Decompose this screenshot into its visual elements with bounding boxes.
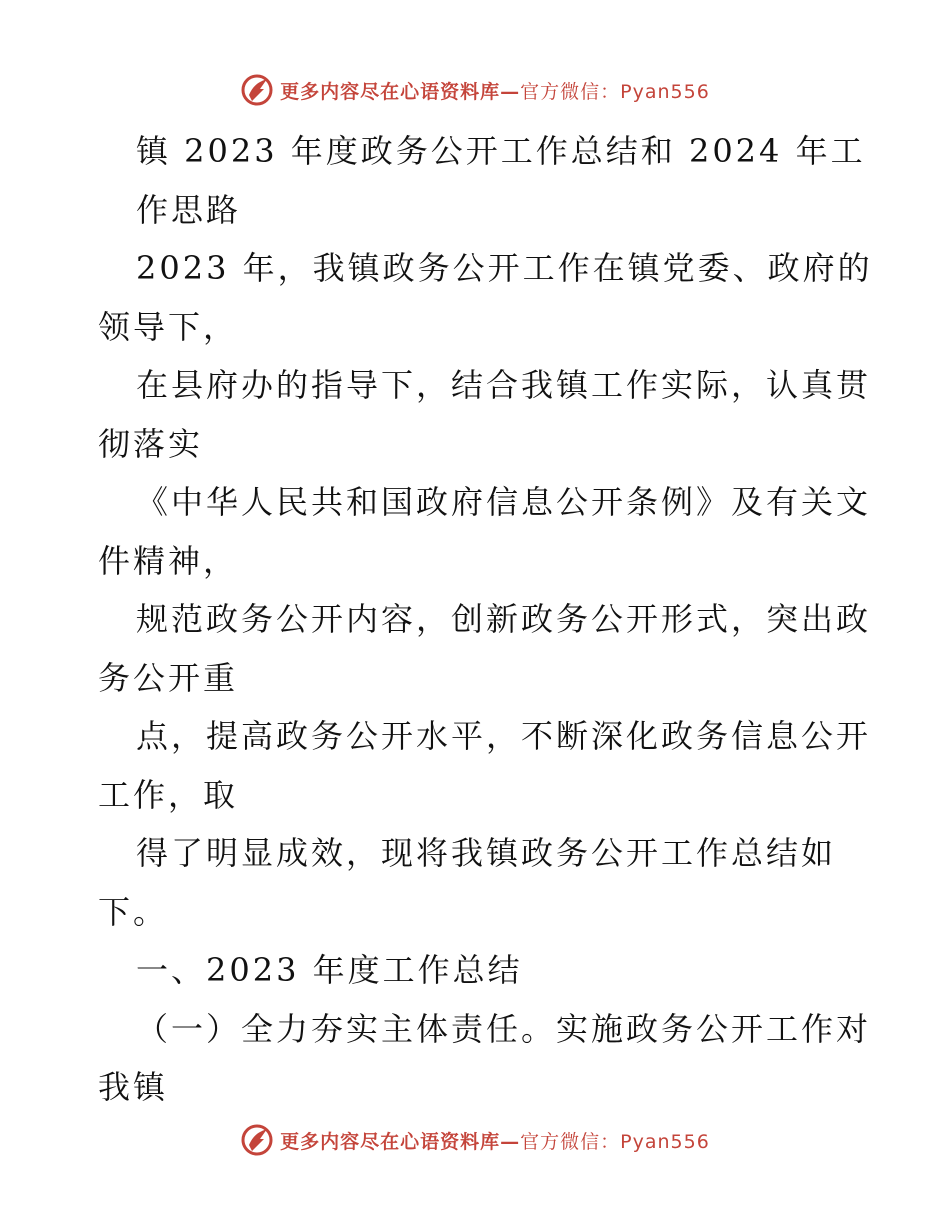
watermark-footer xyxy=(0,1120,950,1160)
text-line: （一）全力夯实主体责任。实施政务公开工作对 xyxy=(136,1009,872,1048)
text-line: 在县府办的指导下，结合我镇工作实际，认真贯 xyxy=(136,366,872,404)
brand-logo-icon xyxy=(240,73,274,107)
text-line: 务公开重 xyxy=(98,658,239,697)
text-line: 件精神， xyxy=(98,541,239,580)
text-line: 镇 2023 年度政务公开工作总结和 2024 年工 xyxy=(136,132,866,170)
watermark-wechat: 官方微信：Pyan556 xyxy=(520,1130,710,1153)
text-line: 下。 xyxy=(98,892,169,931)
text-line: 2023 年，我镇政务公开工作在镇党委、政府的 xyxy=(136,249,873,287)
text-line: 我镇 xyxy=(98,1068,169,1106)
watermark-text xyxy=(280,1127,710,1154)
text-line: 工作，取 xyxy=(98,775,239,814)
watermark-brand: 更多内容尽在心语资料库 xyxy=(280,80,501,103)
watermark-separator: — xyxy=(500,80,521,103)
text-line: 领导下， xyxy=(98,307,239,346)
text-line: 彻落实 xyxy=(98,424,204,463)
text-line: 一、2023 年度工作总结 xyxy=(136,951,523,989)
watermark-wechat: 官方微信：Pyan556 xyxy=(520,80,710,103)
brand-logo-icon xyxy=(240,1123,274,1157)
text-line: 得了明显成效，现将我镇政务公开工作总结如 xyxy=(136,834,837,872)
watermark-header xyxy=(0,70,950,110)
text-line: 《中华人民共和国政府信息公开条例》及有关文 xyxy=(136,483,872,521)
text-line: 点，提高政务公开水平，不断深化政务信息公开 xyxy=(136,717,872,755)
text-line: 规范政务公开内容，创新政务公开形式，突出政 xyxy=(136,600,872,638)
watermark-brand: 更多内容尽在心语资料库 xyxy=(280,1130,501,1153)
text-line: 作思路 xyxy=(136,190,242,229)
watermark-text xyxy=(280,77,710,104)
watermark-separator: — xyxy=(500,1130,521,1153)
document-body xyxy=(98,122,873,1117)
